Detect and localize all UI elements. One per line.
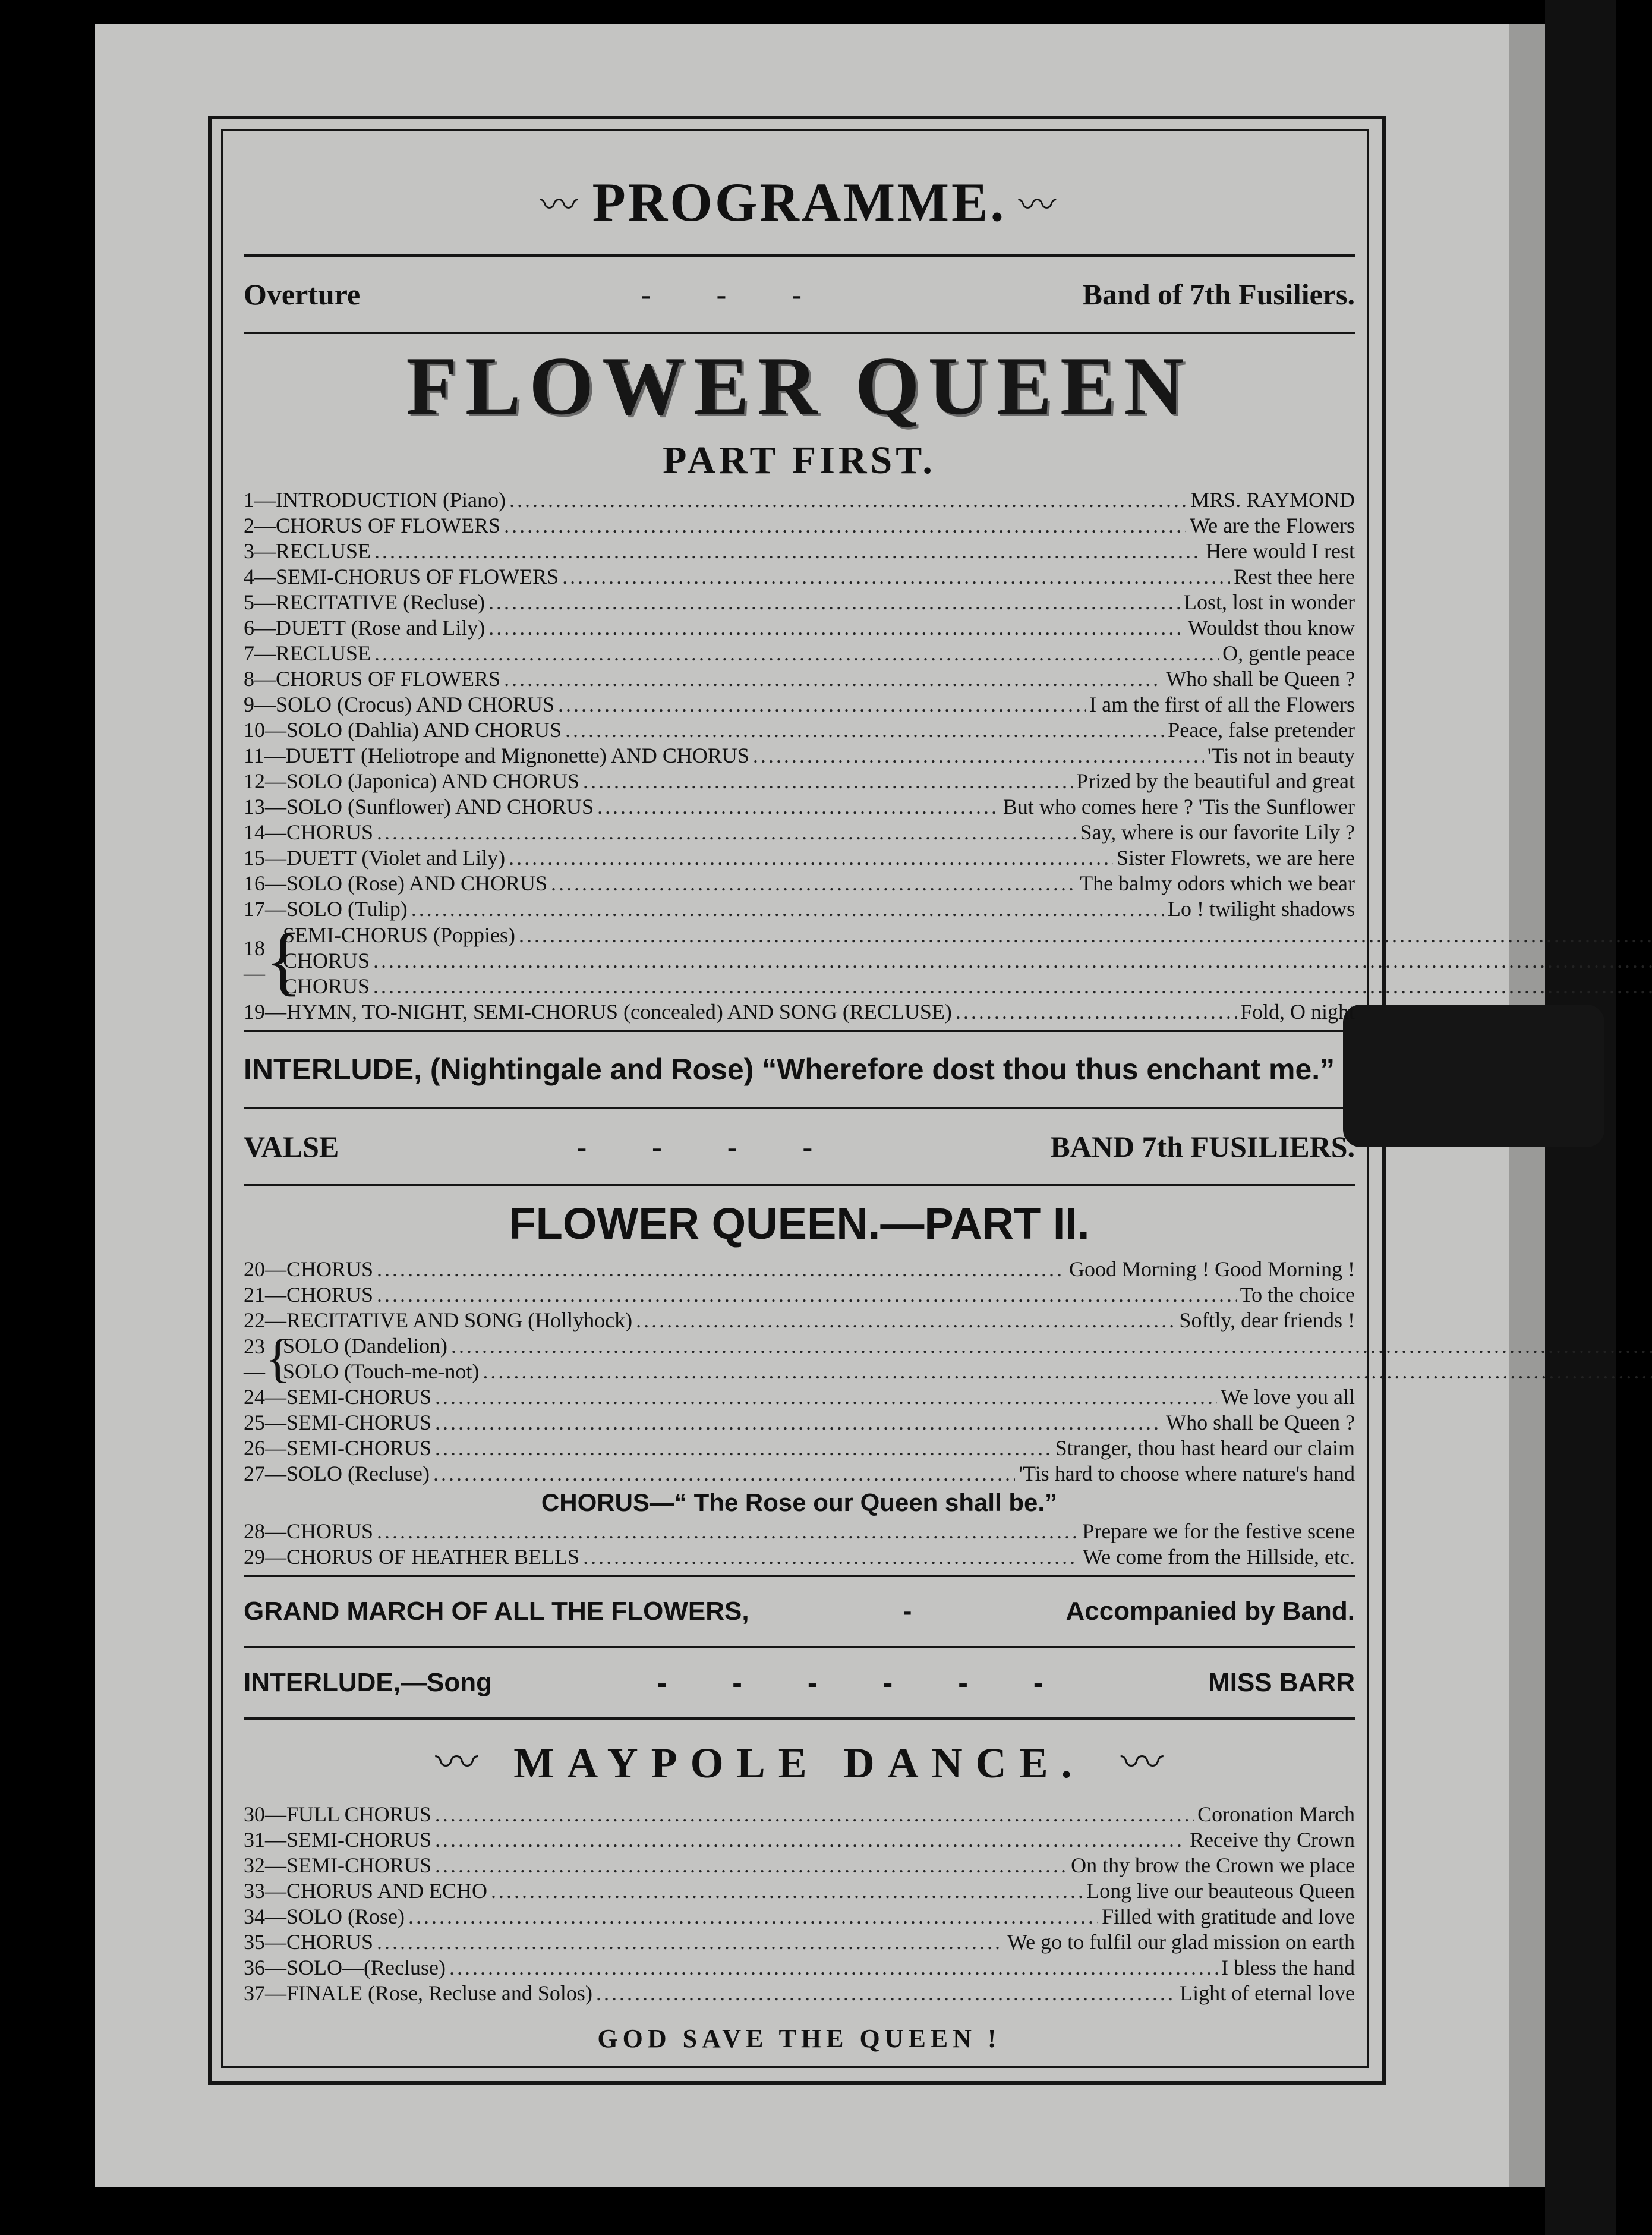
chorus-rose-queen: CHORUS—“ The Rose our Queen shall be.”: [541, 1488, 1058, 1516]
item-label: SEMI-CHORUS (Poppies): [283, 923, 516, 947]
list-item: [244, 1981, 1355, 2006]
maypole-list: [244, 1802, 1355, 2006]
item-label: 10—SOLO (Dahlia) AND CHORUS: [244, 718, 562, 742]
leader-dots: [558, 692, 1086, 717]
list-item: [244, 539, 1355, 564]
interlude-text: INTERLUDE, (Nightingale and Rose) “Wherefore dost thou thus enchant me.”: [244, 1053, 1335, 1086]
interlude-song-performer: MISS BARR: [1208, 1668, 1355, 1697]
item-performer: Rest thee here: [1234, 565, 1355, 588]
item-label: 14—CHORUS: [244, 820, 374, 844]
item-performer: Receive thy Crown: [1190, 1828, 1355, 1852]
item-performer: We come from the Hillside, etc.: [1083, 1545, 1355, 1569]
item-label: 2—CHORUS OF FLOWERS: [244, 514, 501, 537]
list-item: [244, 1827, 1355, 1853]
item-performer: Lo ! twilight shadows: [1168, 897, 1355, 921]
leader-dots: [491, 1878, 1083, 1904]
overture-dashes: [641, 277, 802, 311]
leader-dots: [435, 1827, 1186, 1853]
leader-dots: [373, 948, 1652, 974]
item-performer: Prized by the beautiful and great: [1076, 769, 1355, 793]
dash: -: [576, 1130, 587, 1163]
item-label: SOLO (Dandelion): [283, 1334, 447, 1358]
flower-queen-title: FLOWER QUEEN: [406, 340, 1193, 432]
list-item: [244, 1904, 1355, 1929]
item-label: 29—CHORUS OF HEATHER BELLS: [244, 1545, 580, 1569]
dash: -: [792, 278, 802, 311]
dash: -: [732, 1666, 742, 1699]
dash: -: [727, 1130, 737, 1163]
leader-dots: [509, 845, 1113, 871]
item-label: 7—RECLUSE: [244, 641, 371, 665]
item-performer: Lost, lost in wonder: [1184, 590, 1355, 614]
divider: [244, 1030, 1355, 1032]
list-item: [244, 1282, 1355, 1308]
item-performer: Light of eternal love: [1180, 1981, 1355, 2005]
list-item: [244, 1410, 1355, 1436]
item-label: 27—SOLO (Recluse): [244, 1462, 430, 1485]
list-item: [244, 743, 1355, 769]
flourish-left-icon: 〰: [435, 1739, 478, 1787]
leader-dots: [373, 974, 1652, 999]
item-label: SOLO (Touch-me-not): [283, 1359, 480, 1383]
flourish-left-icon: 〰: [540, 184, 581, 226]
list-item: [244, 1853, 1355, 1878]
item-label: 24—SEMI-CHORUS: [244, 1385, 432, 1409]
item-performer: We are the Flowers: [1190, 514, 1355, 537]
item-label: 5—RECITATIVE (Recluse): [244, 590, 485, 614]
item-group-18: [244, 918, 1355, 1003]
item-performer: Wouldst thou know: [1187, 616, 1355, 640]
list-item: [244, 820, 1355, 845]
item-label: 35—CHORUS: [244, 1930, 374, 1954]
item-label: 15—DUETT (Violet and Lily): [244, 846, 506, 870]
item-label: 20—CHORUS: [244, 1257, 374, 1281]
list-item: [244, 666, 1355, 692]
group-number: 23—: [244, 1334, 265, 1383]
item-label: 17—SOLO (Tulip): [244, 897, 408, 921]
list-item: [283, 1333, 1652, 1359]
item-performer: Coronation March: [1197, 1802, 1355, 1826]
list-item: [244, 1308, 1355, 1333]
list-item: [283, 948, 1652, 974]
item-label: 9—SOLO (Crocus) AND CHORUS: [244, 692, 555, 716]
leader-dots: [596, 1981, 1176, 2006]
list-item: [244, 871, 1355, 896]
part-first-title: PART FIRST.: [663, 439, 936, 482]
item-label: 26—SEMI-CHORUS: [244, 1436, 432, 1460]
interlude-dashes: [657, 1666, 1043, 1700]
item-performer: Peace, false pretender: [1168, 718, 1355, 742]
leader-dots: [451, 1333, 1652, 1359]
item-label: 13—SOLO (Sunflower) AND CHORUS: [244, 795, 594, 819]
dash: -: [652, 1130, 662, 1163]
item-label: 25—SEMI-CHORUS: [244, 1411, 432, 1434]
interlude-nightingale: [244, 1037, 1355, 1102]
valse-dashes: [577, 1129, 813, 1164]
maypole-heading: MAYPOLE DANCE.: [513, 1739, 1085, 1787]
leader-dots: [483, 1359, 1652, 1384]
valse-performer: BAND 7th FUSILIERS.: [1050, 1130, 1355, 1163]
leader-dots: [433, 1461, 1016, 1487]
list-item: [244, 1519, 1355, 1544]
leader-dots: [435, 1802, 1194, 1827]
programme-heading: PROGRAMME.: [592, 172, 1007, 232]
divider: [244, 1107, 1355, 1109]
group-lines: [283, 923, 1652, 999]
list-item: [244, 896, 1355, 922]
list-item: [244, 1257, 1355, 1282]
interlude-song-label: INTERLUDE,—Song: [244, 1668, 492, 1697]
divider: [244, 1575, 1355, 1577]
divider: [244, 1184, 1355, 1186]
leader-dots: [377, 1257, 1065, 1282]
item-performer: Say, where is our favorite Lily ?: [1080, 820, 1355, 844]
dash: -: [807, 1666, 818, 1699]
programme-content: [244, 143, 1355, 2066]
dash: -: [903, 1597, 912, 1626]
divider: [244, 332, 1355, 334]
flourish-right-icon: 〰: [1120, 1739, 1164, 1787]
item-label: 6—DUETT (Rose and Lily): [244, 616, 485, 640]
item-performer: Filled with gratitude and love: [1102, 1905, 1355, 1928]
item-performer: 'Tis not in beauty: [1207, 744, 1355, 767]
list-item: [244, 692, 1355, 717]
list-item: [244, 487, 1355, 513]
item-performer: Good Morning ! Good Morning !: [1069, 1257, 1355, 1281]
list-item: [244, 1384, 1355, 1410]
leader-dots: [597, 794, 1000, 820]
list-item: [244, 641, 1355, 666]
item-performer: Long live our beauteous Queen: [1086, 1879, 1355, 1903]
leader-dots: [519, 923, 1652, 948]
brace-icon: {: [265, 918, 302, 1003]
item-label: 28—CHORUS: [244, 1519, 374, 1543]
item-label: 22—RECITATIVE AND SONG (Hollyhock): [244, 1308, 633, 1332]
overture-performer: Band of 7th Fusiliers.: [1082, 278, 1355, 311]
programme-title: [244, 155, 1355, 250]
dash: -: [716, 278, 727, 311]
leader-dots: [374, 641, 1219, 666]
leader-dots: [435, 1436, 1052, 1461]
leader-dots: [377, 820, 1076, 845]
item-performer: MRS. RAYMOND: [1190, 488, 1355, 512]
item-label: 8—CHORUS OF FLOWERS: [244, 667, 501, 691]
list-item: [244, 564, 1355, 590]
item-performer: But who comes here ? 'Tis the Sunflower: [1002, 795, 1355, 819]
item-performer: Prepare we for the festive scene: [1082, 1519, 1355, 1543]
list-item: [244, 1544, 1355, 1570]
item-label: 21—CHORUS: [244, 1283, 374, 1307]
leader-dots: [504, 513, 1186, 539]
list-item: [244, 769, 1355, 794]
leader-dots: [408, 1904, 1098, 1929]
list-item: [244, 1436, 1355, 1461]
overture-row: [244, 262, 1355, 327]
list-item: [244, 615, 1355, 641]
item-performer: The balmy odors which we bear: [1080, 871, 1355, 895]
item-performer: Who shall be Queen ?: [1166, 667, 1355, 691]
item-label: 1—INTRODUCTION (Piano): [244, 488, 506, 512]
part-two-title: FLOWER QUEEN.—PART II.: [509, 1199, 1090, 1248]
item-performer: Softly, dear friends !: [1179, 1308, 1355, 1332]
item-performer: I am the first of all the Flowers: [1089, 692, 1355, 716]
item-performer: Fold, O night: [1240, 1000, 1355, 1024]
leader-dots: [435, 1384, 1217, 1410]
part-first-list: [244, 487, 1355, 1025]
item-performer: 'Tis hard to choose where nature's hand: [1019, 1462, 1355, 1485]
leader-dots: [636, 1308, 1175, 1333]
leader-dots: [488, 615, 1184, 641]
item-label: 31—SEMI-CHORUS: [244, 1828, 432, 1852]
leader-dots: [583, 769, 1073, 794]
leader-dots: [435, 1410, 1162, 1436]
item-performer: Here would I rest: [1206, 539, 1355, 563]
leader-dots: [583, 1544, 1079, 1570]
dash: -: [958, 1666, 968, 1699]
dash: -: [882, 1666, 893, 1699]
leader-dots: [509, 487, 1187, 513]
item-performer: Who shall be Queen ?: [1166, 1411, 1355, 1434]
item-label: 30—FULL CHORUS: [244, 1802, 431, 1826]
list-item: [283, 974, 1652, 999]
maypole-title: [244, 1724, 1355, 1802]
grand-march-performer: Accompanied by Band.: [1065, 1597, 1355, 1626]
item-performer: We love you all: [1220, 1385, 1355, 1409]
leader-dots: [377, 1519, 1079, 1544]
item-label: 12—SOLO (Japonica) AND CHORUS: [244, 769, 579, 793]
list-item: [244, 513, 1355, 539]
grand-march-row: [244, 1582, 1355, 1641]
item-label: 11—DUETT (Heliotrope and Mignonette) AND CHORUS: [244, 744, 749, 767]
item-label: 3—RECLUSE: [244, 539, 371, 563]
list-item: [244, 794, 1355, 820]
divider: [244, 254, 1355, 257]
list-item: [283, 923, 1652, 948]
list-item: [244, 1955, 1355, 1981]
list-item: [244, 1802, 1355, 1827]
interlude-song-row: [244, 1653, 1355, 1713]
item-label: 36—SOLO—(Recluse): [244, 1956, 446, 1979]
dash: -: [657, 1666, 667, 1699]
item-label: 16—SOLO (Rose) AND CHORUS: [244, 871, 548, 895]
leader-dots: [449, 1955, 1218, 1981]
overture-label: Overture: [244, 278, 361, 311]
item-label: 34—SOLO (Rose): [244, 1905, 405, 1928]
item-performer: We go to fulfil our glad mission on earth: [1007, 1930, 1355, 1954]
leader-dots: [435, 1853, 1067, 1878]
brace-icon: {: [265, 1329, 291, 1388]
item-label: 37—FINALE (Rose, Recluse and Solos): [244, 1981, 592, 2005]
dash: -: [1033, 1666, 1043, 1699]
leader-dots: [956, 999, 1237, 1025]
item-label: 4—SEMI-CHORUS OF FLOWERS: [244, 565, 559, 588]
part-two-list: [244, 1257, 1355, 1570]
item-performer: On thy brow the Crown we place: [1071, 1853, 1355, 1877]
item-label: 32—SEMI-CHORUS: [244, 1853, 432, 1877]
leader-dots: [411, 896, 1164, 922]
grand-march-label: GRAND MARCH OF ALL THE FLOWERS,: [244, 1597, 749, 1626]
closing-line: GOD SAVE THE QUEEN !: [597, 2024, 1001, 2053]
item-label: CHORUS: [283, 974, 370, 998]
divider: [244, 1646, 1355, 1648]
item-performer: To the choice: [1240, 1283, 1355, 1307]
valse-label: VALSE: [244, 1130, 339, 1163]
item-performer: O, gentle peace: [1222, 641, 1355, 665]
list-item: [244, 717, 1355, 743]
item-group-23: [244, 1329, 1355, 1388]
leader-dots: [551, 871, 1076, 896]
group-number: 18—: [244, 936, 265, 985]
leader-dots: [504, 666, 1162, 692]
list-item: [244, 845, 1355, 871]
item-performer: I bless the hand: [1221, 1956, 1355, 1979]
leader-dots: [488, 590, 1180, 615]
list-item: [283, 1359, 1652, 1384]
leader-dots: [377, 1282, 1237, 1308]
list-item: [244, 1878, 1355, 1904]
valse-row: [244, 1114, 1355, 1179]
group-lines: [283, 1333, 1652, 1384]
flourish-right-icon: 〰: [1018, 184, 1059, 226]
item-performer: Stranger, thou hast heard our claim: [1055, 1436, 1355, 1460]
list-item: [244, 1461, 1355, 1487]
list-item: [244, 1929, 1355, 1955]
dash: -: [641, 278, 651, 311]
item-label: 19—HYMN, TO-NIGHT, SEMI-CHORUS (concealed) AND SONG (RECLUSE): [244, 1000, 952, 1024]
leader-dots: [562, 564, 1230, 590]
leader-dots: [377, 1929, 1004, 1955]
list-item: [244, 999, 1355, 1025]
list-item: [244, 590, 1355, 615]
item-label: CHORUS: [283, 948, 370, 972]
leader-dots: [753, 743, 1204, 769]
dash: -: [802, 1130, 813, 1163]
leader-dots: [565, 717, 1164, 743]
divider: [244, 1717, 1355, 1720]
item-label: 33—CHORUS AND ECHO: [244, 1879, 488, 1903]
leader-dots: [374, 539, 1202, 564]
item-performer: Sister Flowrets, we are here: [1117, 846, 1355, 870]
